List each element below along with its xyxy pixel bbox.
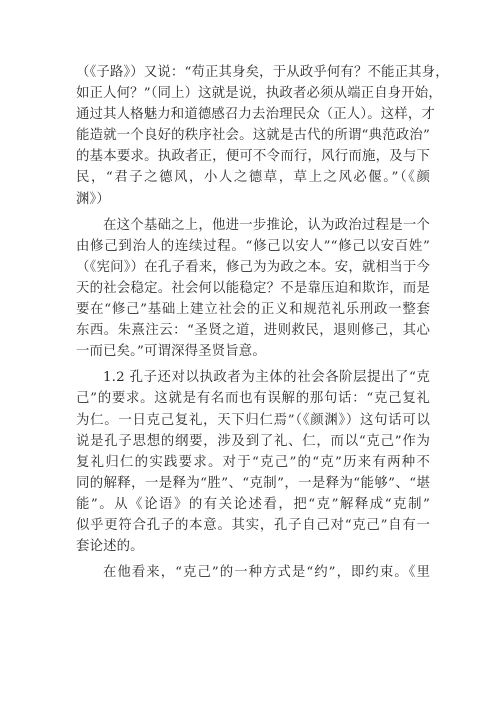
text-line: 由修己到治人的连续过程。“修己以安人”“修己以安百姓”: [76, 238, 430, 254]
text-line: （《宪问》）在孔子看来，修己为为政之本。安，就相当于今: [76, 259, 430, 275]
text-line: 的基本要求。执政者正，便可不令而行，风行而施，及与下: [76, 149, 430, 165]
text-line: 说是孔子思想的纲要，涉及到了礼、仁，而以“克己”作为: [76, 433, 430, 449]
paragraph-3: [76, 367, 430, 557]
paragraph-4: [76, 562, 430, 583]
text-line: 如正人何？”（同上）这就是说，执政者必须从端正自身开始，: [76, 86, 442, 102]
text-line: 1.2 孔子还对以执政者为主体的社会各阶层提出了“克: [103, 370, 430, 386]
text-line: 通过其人格魅力和道德感召力去治理民众（正人）。这样，才: [76, 107, 435, 123]
text-line: （《子路》）又说：“苟正其身矣，于从政乎何有？不能正其身，: [76, 65, 449, 80]
text-line: 一而已矣。”可谓深得圣贤旨意。: [76, 344, 266, 360]
paragraph-1: [76, 62, 449, 210]
text-line: 同的解释，一是释为“胜”、“克制”，一是释为“能够”、“堪: [76, 475, 430, 491]
text-line: 在这个基础之上，他进一步推论，认为政治过程是一个: [103, 217, 430, 233]
text-line: 套论述的。: [76, 539, 144, 555]
text-line: 能造就一个良好的秩序社会。这就是古代的所谓“典范政治”: [76, 128, 430, 144]
paragraph-2: [76, 215, 430, 363]
text-line: 复礼归仁的实践要求。对于“克己”的“克”历来有两种不: [76, 454, 430, 470]
text-line: 天的社会稳定。社会何以能稳定？不是靠压迫和欺诈，而是: [76, 280, 430, 296]
text-line: 己”的要求。这就是有名而也有误解的那句话：“克己复礼: [76, 391, 430, 407]
text-line: 要在“修己”基础上建立社会的正义和规范礼乐刑政一整套: [76, 302, 430, 318]
text-line: 似乎更符合孔子的本意。其实，孔子自己对“克己”自有一: [76, 517, 430, 533]
text-line: 能”。从《论语》的有关论述看，把“克”解释成“克制”: [76, 496, 430, 512]
text-line: 东西。朱熹注云：“圣贤之道，进则救民，退则修己，其心: [76, 323, 430, 339]
text-line: 在他看来，“克己”的一种方式是“约”，即约束。《里: [103, 565, 430, 581]
text-line: 民，“君子之德风，小人之德草，草上之风必偃。”（《颜: [76, 170, 430, 186]
text-line: 渊》）: [76, 191, 110, 207]
text-line: 为仁。一日克己复礼，天下归仁焉”（《颜渊》）这句话可以: [76, 412, 430, 428]
document-page: [76, 62, 449, 583]
